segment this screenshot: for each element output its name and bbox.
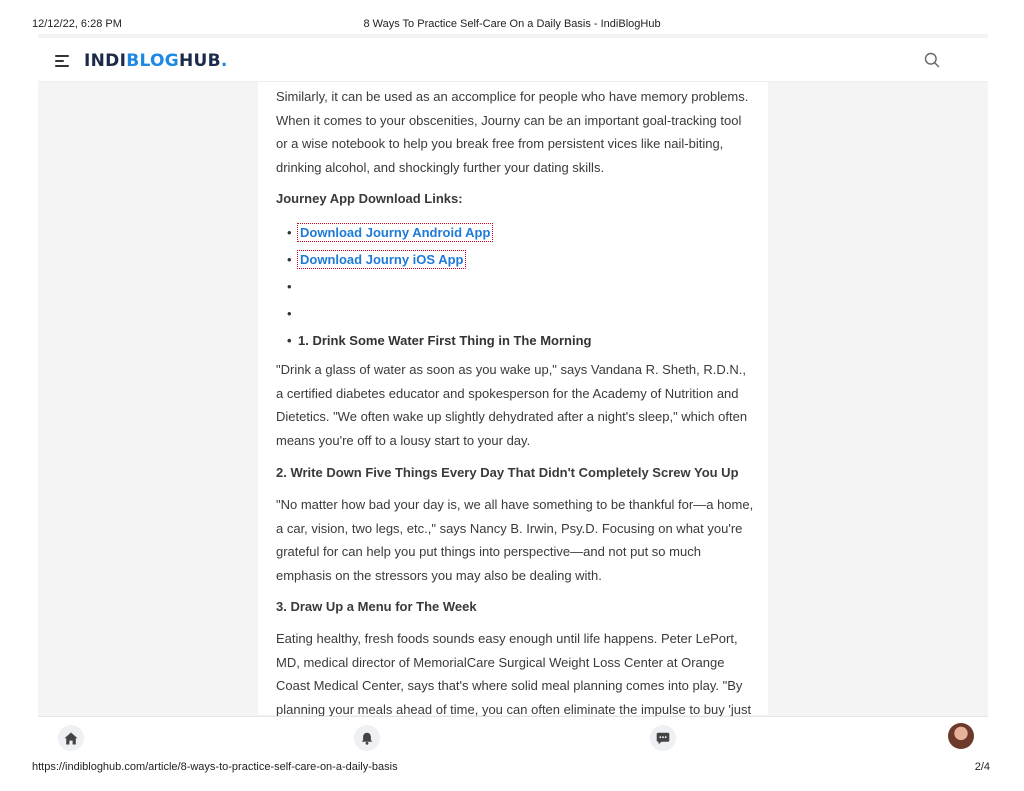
print-header <box>0 18 1024 34</box>
intro-paragraph: Similarly, it can be used as an accomplice for people who have memory problems. When it comes to your obscenities, Journy can be an important goal-tracking tool or a wise notebook to help you break free from persistent vices like nail-biting, drinking alcohol, and shockingly further your dating skills. <box>276 89 749 175</box>
section-1-body: "Drink a glass of water as soon as you wake up," says Vandana R. Sheth, R.D.N., a certified diabetes educator and spokesperson for the Academy of Nutrition and Dietetics. "We often wake up slightly dehydrated after a night's sleep," which often means you're off to a lousy start to your day. <box>276 362 748 448</box>
list-item <box>298 224 492 242</box>
section-3-heading: 3. Draw Up a Menu for The Week <box>276 599 477 614</box>
ios-download-link[interactable]: Download Journy iOS App <box>300 252 464 267</box>
section-2-heading: 2. Write Down Five Things Every Day That Didn't Completely Screw You Up <box>276 465 739 480</box>
section-3-body: Eating healthy, fresh foods sounds easy enough until life happens. Peter LePort, MD, medical director of MemorialCare Surgical Weight Loss Center at Orange Coast Medical Center, says that's where solid meal planning comes into play. "By planning your meals ahead of time, you can often eliminate the impulse to buy 'just <box>276 631 752 717</box>
bottom-navigation <box>38 716 988 756</box>
android-download-link[interactable]: Download Journy Android App <box>300 225 491 240</box>
logo-text-hub: HUB <box>179 51 221 71</box>
logo-text-indi: INDI <box>84 51 127 71</box>
user-avatar[interactable] <box>948 723 974 749</box>
print-url: https://indibloghub.com/article/8-ways-to-practice-self-care-on-a-daily-basis <box>32 761 398 773</box>
chat-icon[interactable] <box>650 725 676 751</box>
downloads-heading: Journey App Download Links: <box>276 191 463 206</box>
section-2-body: "No matter how bad your day is, we all have something to be thankful for—a home, a car, vision, two legs, etc.," says Nancy B. Irwin, Psy.D. Focusing on what you're grateful for can help you put things into perspective—and not put so much emphasis on the stressors you may also be dealing with. <box>276 497 754 583</box>
print-page-number: 2/4 <box>974 761 990 773</box>
article-content <box>258 82 768 715</box>
print-datetime: 12/12/22, 6:28 PM <box>32 18 122 30</box>
print-document-title: 8 Ways To Practice Self-Care On a Daily Basis - IndiBlogHub <box>363 18 661 30</box>
logo-text-blog: BLOG <box>126 51 179 71</box>
list-item <box>298 251 465 269</box>
bell-icon[interactable] <box>354 725 380 751</box>
search-icon[interactable] <box>924 52 940 68</box>
site-header <box>38 38 988 82</box>
site-logo[interactable] <box>84 51 228 71</box>
home-icon[interactable] <box>58 725 84 751</box>
print-footer <box>0 761 1024 777</box>
hamburger-icon[interactable] <box>55 55 69 66</box>
logo-dot: . <box>220 51 228 71</box>
section-1-heading: • 1. Drink Some Water First Thing in The Morning <box>298 332 591 350</box>
